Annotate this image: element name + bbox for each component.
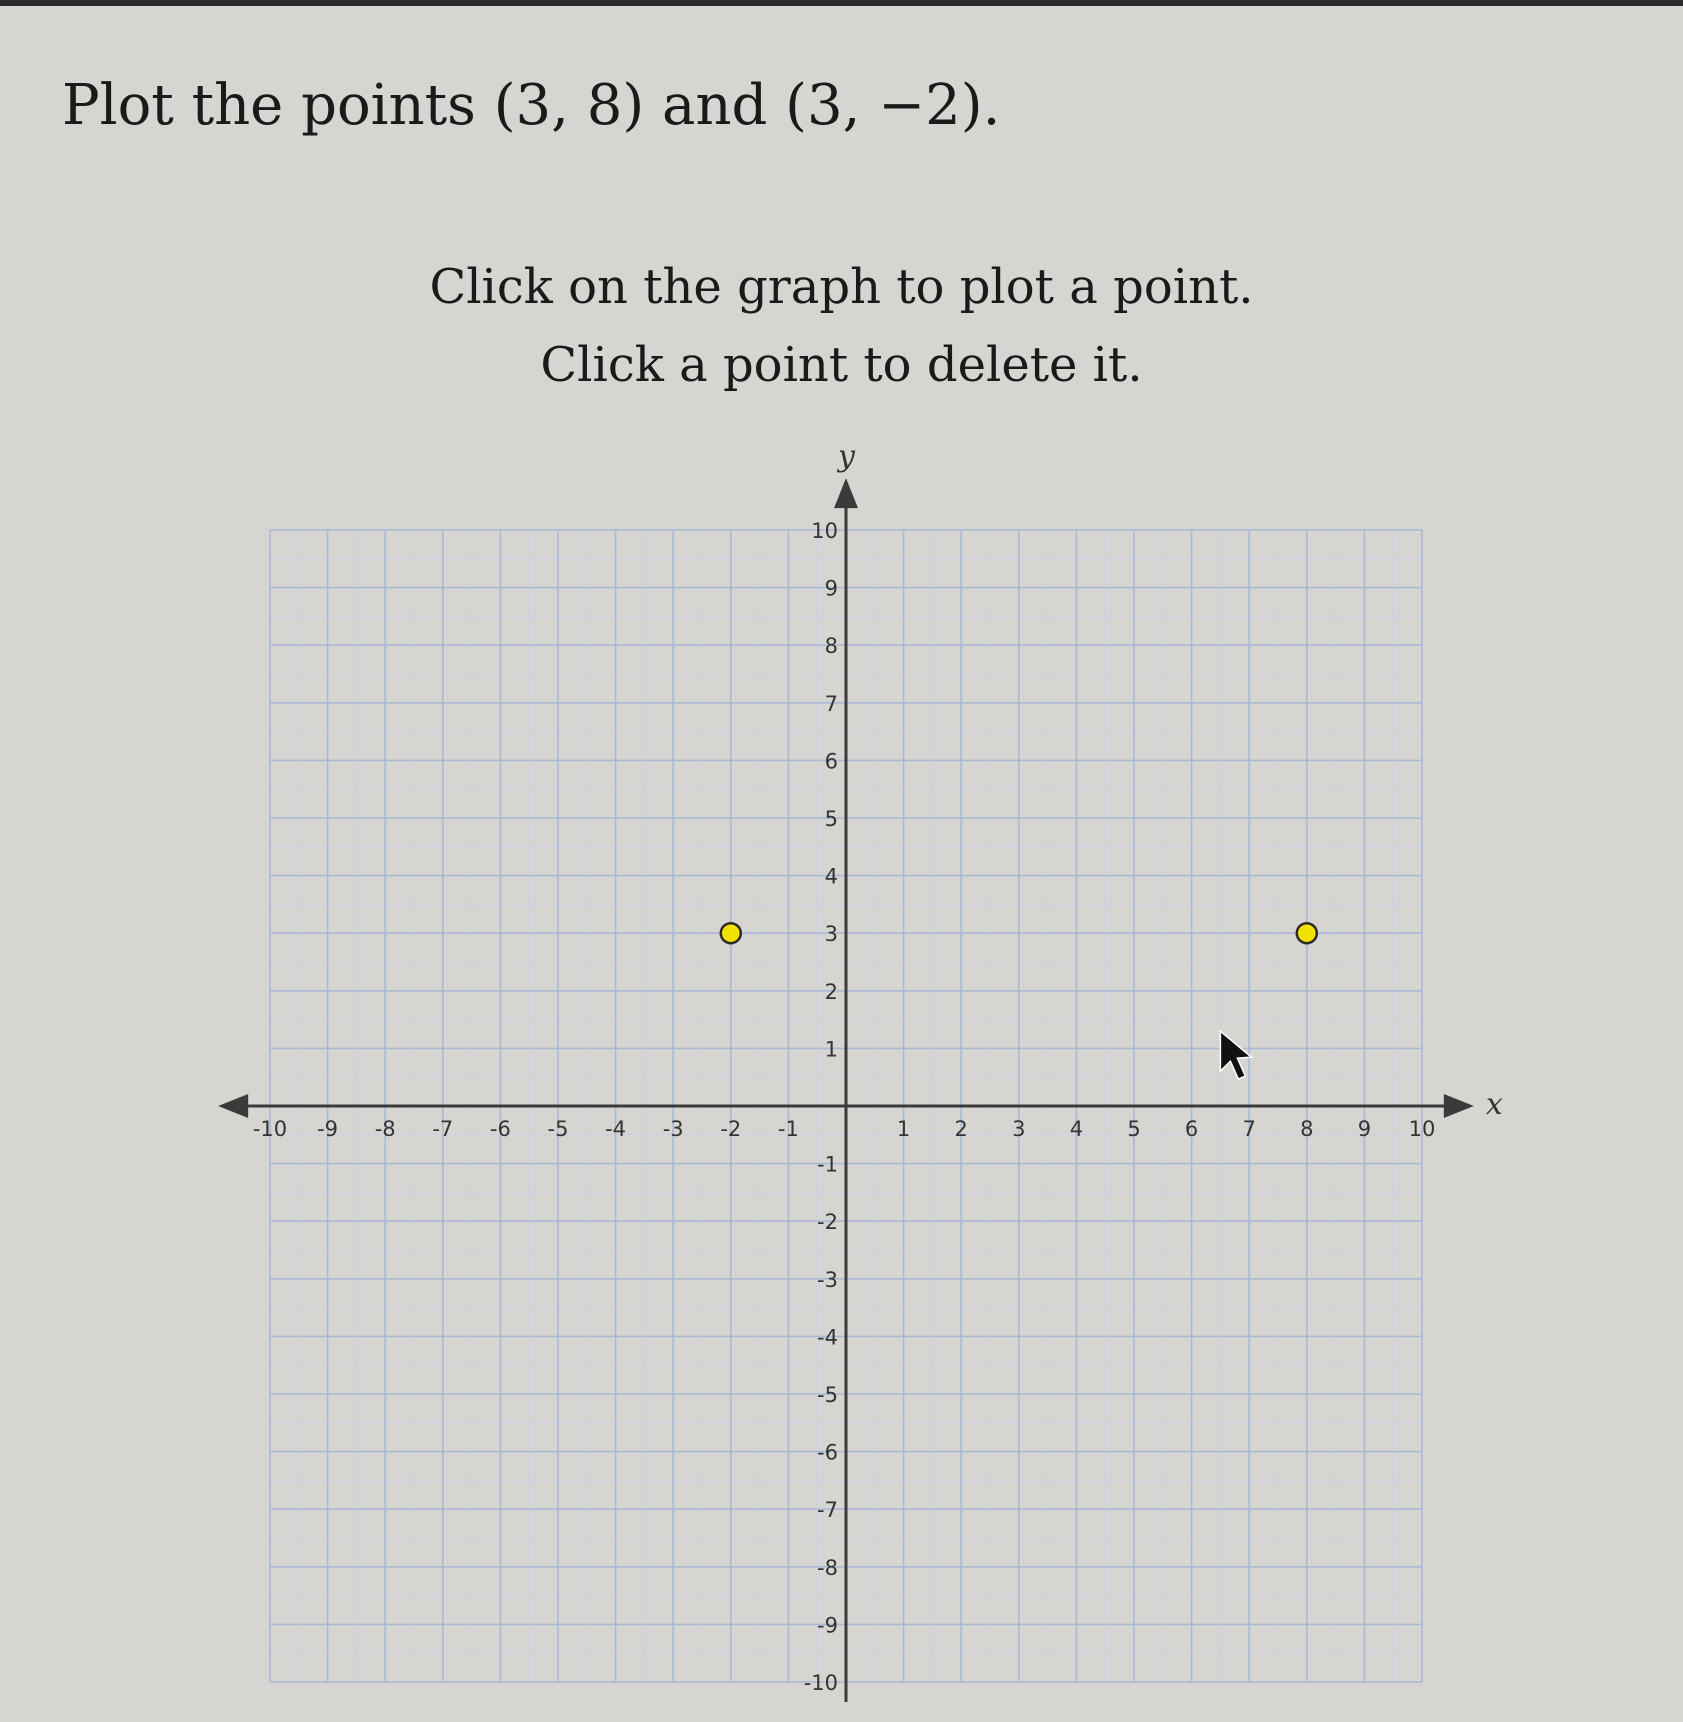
instruction-plot: Click on the graph to plot a point. [429, 259, 1254, 315]
x-axis-label: x [1485, 1087, 1503, 1122]
x-axis-left-arrow-icon [218, 1094, 248, 1118]
x-tick-label: 6 [1184, 1117, 1199, 1141]
x-tick-label: -6 [489, 1117, 511, 1141]
axes [218, 478, 1474, 1702]
y-tick-label: 10 [811, 519, 838, 543]
plotted-point[interactable] [1297, 923, 1317, 943]
plotted-point[interactable] [721, 923, 741, 943]
y-tick-label: -9 [817, 1613, 838, 1638]
y-tick-label: -1 [817, 1152, 838, 1177]
y-tick-label: -7 [817, 1498, 838, 1523]
y-tick-label: 8 [824, 634, 838, 659]
y-tick-label: -3 [817, 1267, 838, 1292]
x-tick-labels [253, 1117, 1436, 1141]
x-tick-label: 9 [1357, 1117, 1372, 1141]
cursor-arrow-shape [1220, 1031, 1251, 1079]
y-tick-label: -10 [803, 1671, 838, 1695]
y-tick-label: -8 [817, 1555, 838, 1580]
y-tick-label: 2 [824, 979, 838, 1004]
y-tick-label: -2 [817, 1210, 838, 1235]
y-tick-label: -4 [817, 1325, 838, 1350]
x-tick-label: -4 [605, 1117, 627, 1141]
instruction-delete: Click a point to delete it. [540, 337, 1143, 393]
x-tick-label: -2 [720, 1117, 742, 1141]
y-tick-label: 5 [824, 807, 838, 831]
y-tick-label: 9 [824, 576, 838, 601]
y-tick-label: 3 [824, 922, 838, 947]
y-tick-label: -5 [817, 1383, 838, 1407]
x-tick-label: -9 [317, 1117, 339, 1141]
x-tick-label: 10 [1408, 1117, 1436, 1141]
x-tick-label: -3 [662, 1117, 684, 1141]
y-tick-label: 7 [824, 691, 838, 716]
y-axis-up-arrow-icon [834, 478, 858, 508]
x-tick-label: 4 [1069, 1117, 1084, 1141]
y-tick-label: 6 [824, 749, 838, 774]
x-tick-label: -8 [374, 1117, 396, 1141]
x-tick-label: -5 [547, 1117, 569, 1141]
x-tick-label: 3 [1012, 1117, 1026, 1141]
x-tick-label: 7 [1242, 1117, 1256, 1141]
x-axis-right-arrow-icon [1444, 1094, 1474, 1118]
y-tick-label: 4 [824, 864, 838, 889]
x-tick-label: 5 [1127, 1117, 1141, 1141]
y-tick-label: 1 [824, 1037, 838, 1062]
question-prompt: Plot the points (3, 8) and (3, −2). [62, 73, 1001, 138]
y-axis-label: y [838, 439, 855, 475]
x-tick-label: 2 [954, 1117, 968, 1141]
x-tick-label: -7 [432, 1117, 454, 1141]
y-tick-label: -6 [817, 1440, 838, 1465]
x-tick-label: 1 [896, 1117, 911, 1141]
x-tick-label: -1 [777, 1117, 799, 1141]
x-tick-label: 8 [1300, 1117, 1314, 1141]
arrow-cursor-icon [1220, 1031, 1251, 1079]
x-tick-label: -10 [252, 1117, 288, 1141]
